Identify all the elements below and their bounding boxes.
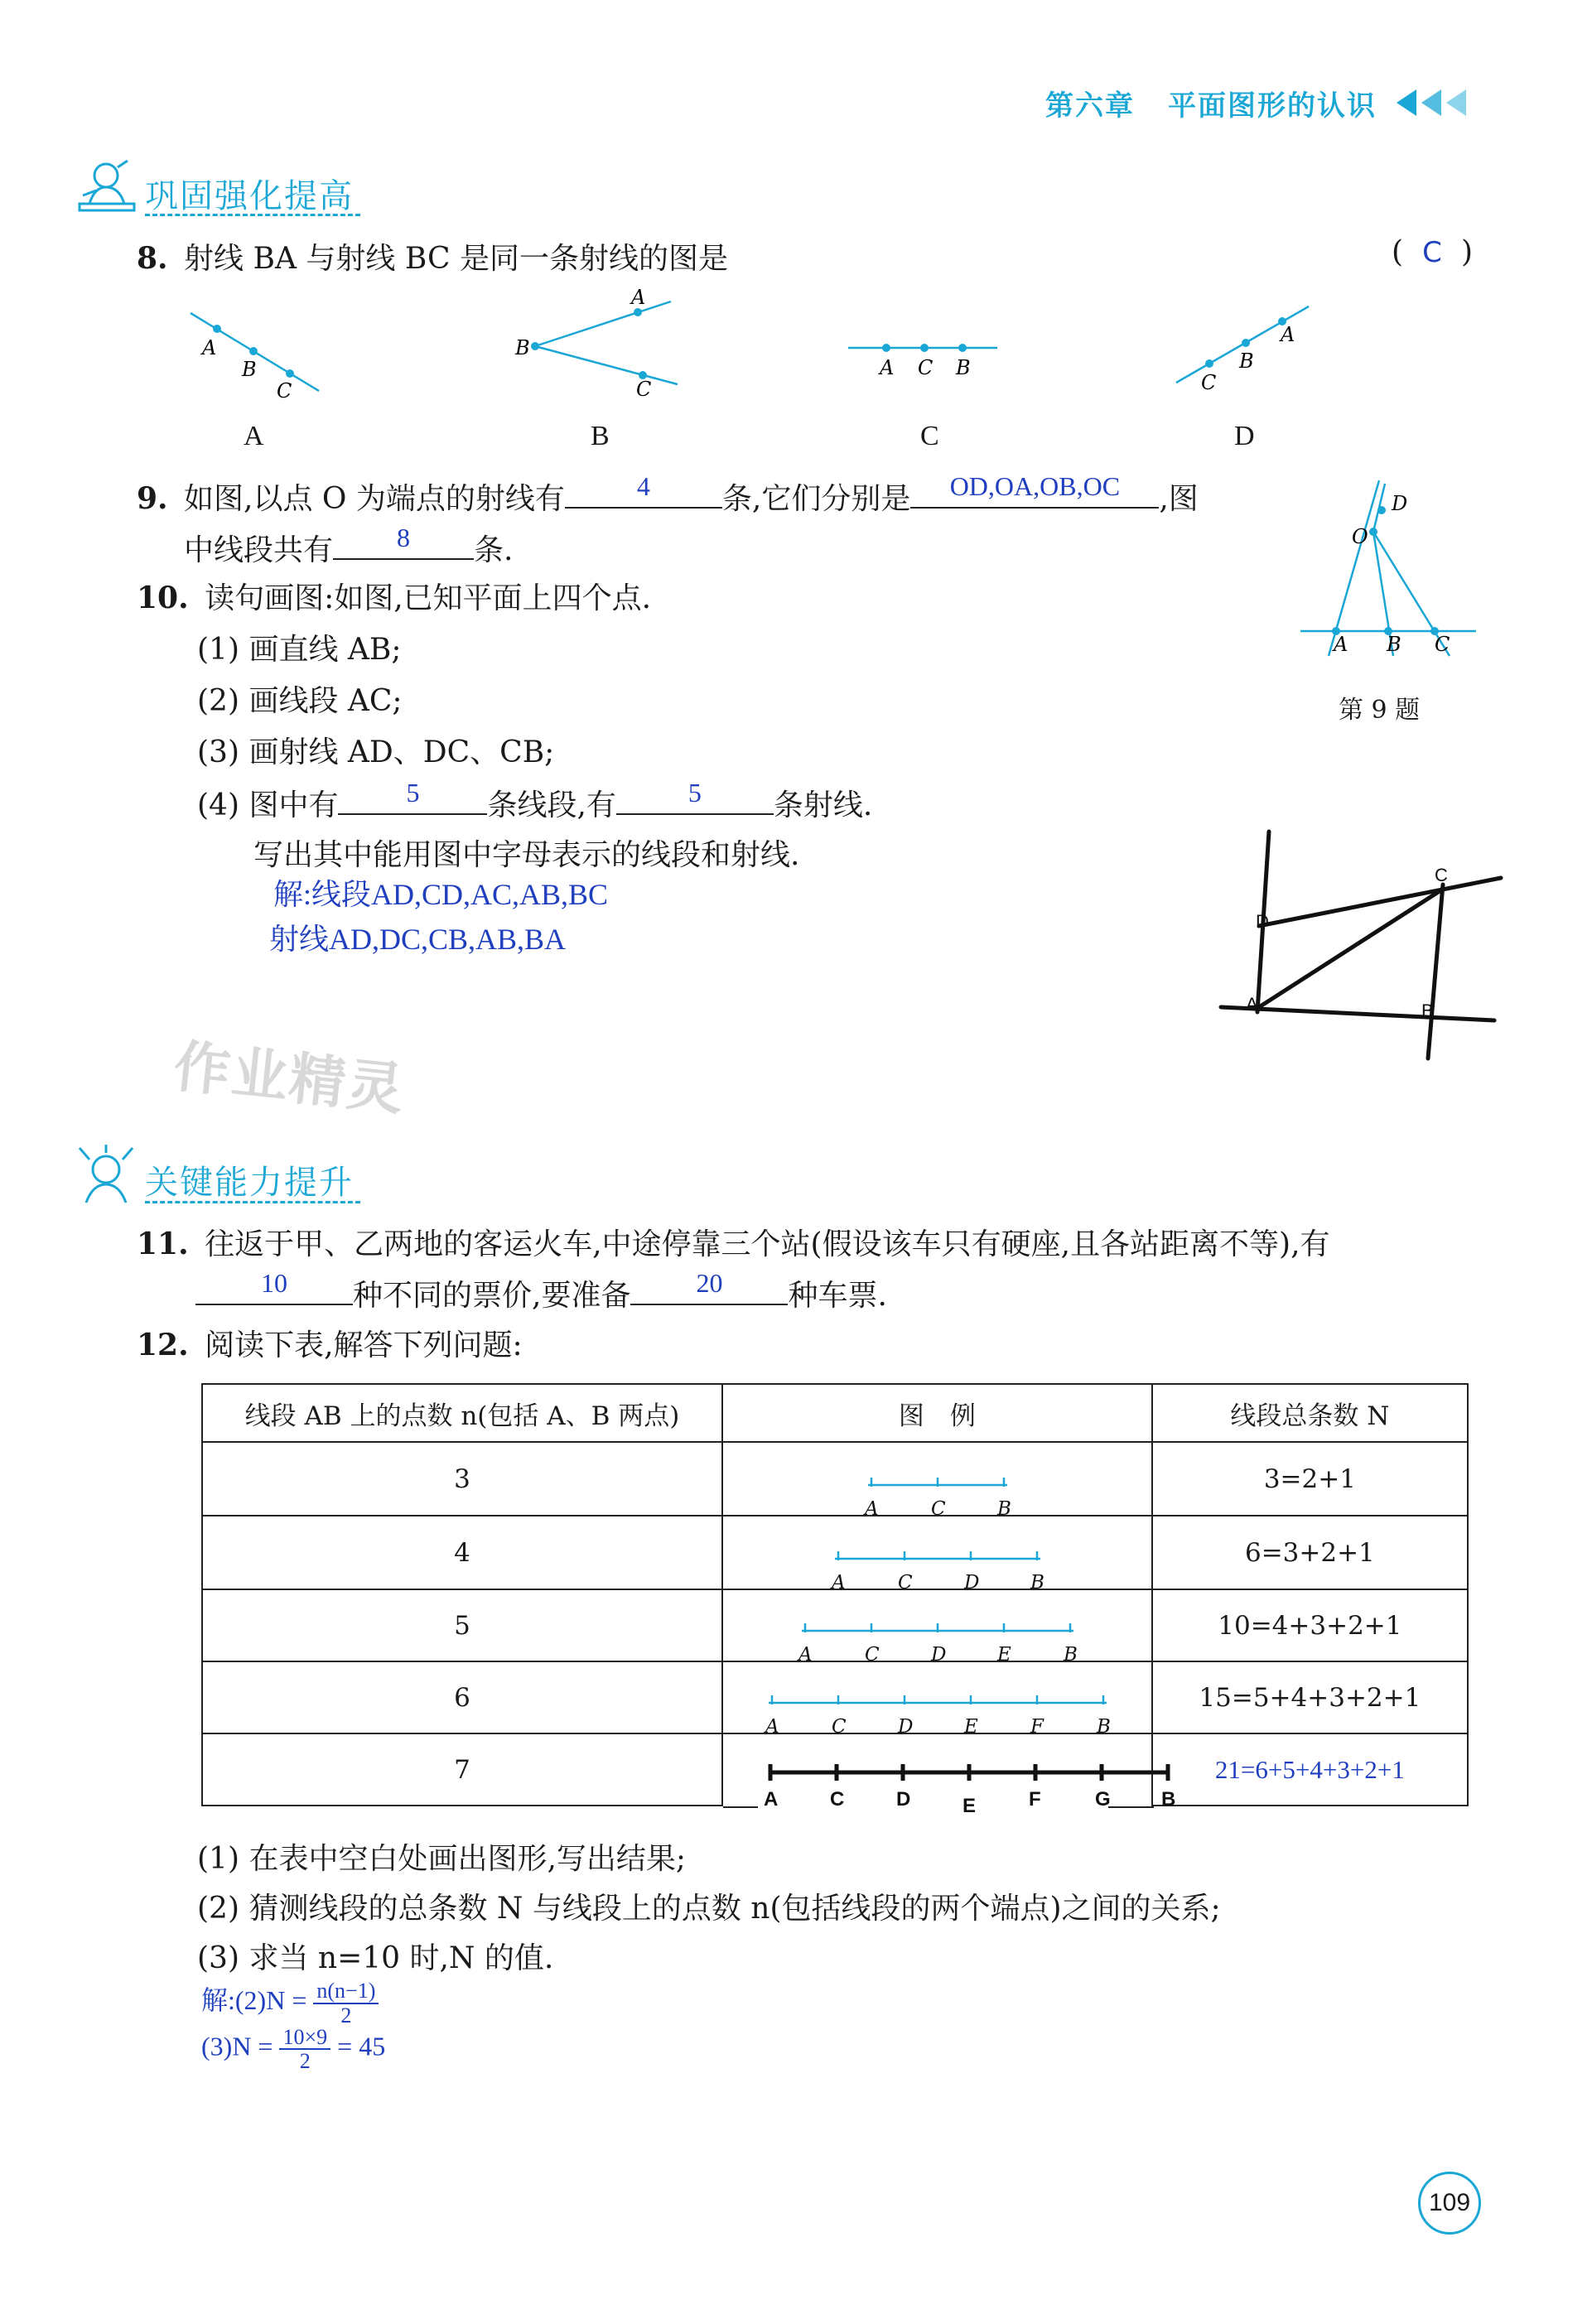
point-c bbox=[286, 369, 294, 378]
n-cell: 3 bbox=[202, 1442, 722, 1516]
n-cell: 4 bbox=[202, 1516, 722, 1589]
legend-point-label: F bbox=[1030, 1716, 1044, 1738]
svg-text:A: A bbox=[1281, 323, 1295, 346]
answer-blank bbox=[910, 471, 1159, 509]
figure-cell bbox=[722, 1442, 1152, 1516]
solution-result: = 45 bbox=[337, 2031, 386, 2061]
legend-point-label: D bbox=[898, 1716, 914, 1738]
figure-option-b bbox=[535, 301, 678, 384]
svg-text:C: C bbox=[277, 379, 292, 403]
table-border-fragment bbox=[723, 1806, 758, 1808]
legend-point-label: F bbox=[1029, 1788, 1041, 1811]
fraction-denominator: 2 bbox=[299, 2049, 311, 2074]
q10-item-4 bbox=[197, 780, 872, 824]
q12-sub-3: (3) 求当 n=10 时,N 的值. bbox=[197, 1941, 554, 1975]
point-b bbox=[249, 347, 258, 355]
q12-solution-2 bbox=[201, 1979, 379, 2027]
answer-blank bbox=[195, 1270, 353, 1305]
option-label-c: C bbox=[920, 421, 939, 451]
answer-blank bbox=[333, 525, 474, 560]
header-cell: 线段总条数 N bbox=[1152, 1384, 1468, 1442]
point-b bbox=[958, 344, 967, 352]
option-label-d: D bbox=[1234, 421, 1255, 451]
question-text: 射线 BA 与射线 BC 是同一条射线的图是 bbox=[184, 242, 728, 276]
point-c bbox=[1205, 359, 1213, 368]
q10-solution-segments: 解:线段AD,CD,AC,AB,BC bbox=[273, 878, 609, 911]
q10-solution-rays: 射线AD,DC,CB,AB,BA bbox=[269, 923, 567, 956]
question-11-line2 bbox=[195, 1270, 887, 1314]
point-a bbox=[213, 325, 221, 333]
legend-point-label: E bbox=[964, 1716, 978, 1738]
segment-table bbox=[201, 1383, 1469, 1806]
legend-point-label: C bbox=[865, 1644, 880, 1666]
question-10 bbox=[137, 575, 651, 617]
legend-point-label: B bbox=[997, 1498, 1011, 1520]
legend-point-label: A bbox=[764, 1788, 779, 1811]
legend-point-label: D bbox=[964, 1572, 980, 1594]
point-a bbox=[634, 308, 642, 316]
n-cell: 7 bbox=[202, 1733, 722, 1806]
answer-blank bbox=[338, 780, 487, 815]
question-11 bbox=[137, 1221, 1330, 1263]
fraction-numerator: 10×9 bbox=[279, 2026, 330, 2050]
q12-sub-2: (2) 猜测线段的总条数 N 与线段上的点数 n(包括线段的两个端点)之间的关系; bbox=[197, 1892, 1221, 1926]
legend-point-label: D bbox=[896, 1788, 911, 1811]
N-cell: 3=2+1 bbox=[1152, 1442, 1468, 1516]
fraction-numerator: n(n−1) bbox=[313, 1979, 379, 2003]
legend-point-label: C bbox=[830, 1788, 845, 1811]
N-cell: 6=3+2+1 bbox=[1152, 1516, 1468, 1589]
answer-blank bbox=[630, 1270, 788, 1305]
n-cell: 5 bbox=[202, 1589, 722, 1661]
question-number: 12. bbox=[137, 1328, 189, 1362]
N-cell: 15=5+4+3+2+1 bbox=[1152, 1661, 1468, 1733]
table-header-row bbox=[202, 1384, 1468, 1442]
question-text: (4) 图中有 bbox=[197, 788, 339, 822]
q12-sub-1: (1) 在表中空白处画出图形,写出结果; bbox=[197, 1842, 687, 1876]
figure-cell bbox=[722, 1516, 1152, 1589]
question-text: ,图 bbox=[1159, 482, 1199, 516]
svg-text:C: C bbox=[636, 378, 652, 401]
section-divider bbox=[145, 1201, 360, 1203]
answer-text: 20 bbox=[696, 1268, 723, 1298]
answer-blank bbox=[565, 471, 722, 509]
solution-text: 解:(2)N = bbox=[201, 1985, 307, 2015]
svg-text:C: C bbox=[1201, 371, 1217, 394]
svg-text:C: C bbox=[918, 356, 933, 379]
answer-text: 10 bbox=[261, 1268, 287, 1298]
legend-point-label: E bbox=[997, 1644, 1011, 1666]
q10-item-3: (3) 画射线 AD、DC、CB; bbox=[197, 735, 555, 769]
table-row bbox=[202, 1733, 1468, 1806]
svg-text:A: A bbox=[202, 336, 217, 359]
option-label-b: B bbox=[591, 421, 610, 451]
figure-cell bbox=[722, 1733, 1152, 1806]
figure-cell bbox=[722, 1661, 1152, 1733]
legend-point-label: B bbox=[1030, 1572, 1044, 1594]
page-number: 109 bbox=[1428, 2189, 1471, 2216]
legend-point-label: C bbox=[832, 1716, 847, 1738]
svg-text:A: A bbox=[1334, 633, 1348, 656]
question-9 bbox=[137, 471, 1199, 518]
point-b bbox=[531, 342, 539, 350]
point-c bbox=[920, 344, 929, 352]
answer-blank bbox=[616, 780, 774, 815]
svg-text:B: B bbox=[1421, 1000, 1434, 1021]
legend-point-label: B bbox=[1064, 1644, 1078, 1666]
table-border-fragment bbox=[1108, 1806, 1154, 1808]
section-title-ability: 关键能力提升 bbox=[145, 1164, 354, 1202]
chapter-header bbox=[1045, 83, 1377, 123]
question-text: 如图,以点 O 为端点的射线有 bbox=[184, 482, 565, 516]
answer-text: 5 bbox=[687, 778, 702, 808]
legend-point-label: D bbox=[931, 1644, 947, 1666]
question-9-line2 bbox=[184, 525, 513, 569]
svg-text:D: D bbox=[1392, 492, 1408, 515]
answer-text: 8 bbox=[397, 523, 411, 552]
answer-bracket: ( C ) bbox=[1392, 235, 1474, 269]
legend-point-label: C bbox=[898, 1572, 913, 1594]
q9-figure bbox=[1292, 480, 1483, 663]
n-cell: 6 bbox=[202, 1661, 722, 1733]
chapter-number: 第六章 bbox=[1045, 89, 1135, 123]
chapter-title: 平面图形的认识 bbox=[1168, 89, 1377, 123]
question-text: 条线段,有 bbox=[487, 788, 616, 822]
header-cell: 图 例 bbox=[722, 1384, 1152, 1442]
question-text: 条射线. bbox=[773, 788, 873, 822]
q10-figure bbox=[1209, 822, 1516, 1070]
question-text: 中线段共有 bbox=[184, 533, 334, 567]
question-text: 往返于甲、乙两地的客运火车,中途停靠三个站(假设该车只有硬座,且各站距离不等),有 bbox=[205, 1227, 1330, 1261]
q8-figures bbox=[174, 282, 1334, 414]
figure-cell bbox=[722, 1589, 1152, 1661]
solution-text: (3)N = bbox=[201, 2031, 273, 2061]
question-text: 种车票. bbox=[788, 1279, 887, 1313]
legend-point-label: A bbox=[765, 1716, 779, 1738]
question-number: 9. bbox=[137, 481, 168, 516]
watermark: 作业精灵 bbox=[171, 1034, 408, 1124]
svg-text:A: A bbox=[880, 356, 895, 379]
q10-item-1: (1) 画直线 AB; bbox=[197, 633, 402, 667]
q10-note: 写出其中能用图中字母表示的线段和射线. bbox=[253, 838, 800, 872]
fraction bbox=[279, 2026, 330, 2073]
legend-point-label: G bbox=[1095, 1788, 1111, 1811]
answer-text: OD,OA,OB,OC bbox=[949, 471, 1121, 501]
question-text: 阅读下表,解答下列问题: bbox=[205, 1328, 523, 1362]
question-number: 10. bbox=[137, 581, 189, 615]
point-b bbox=[1242, 339, 1250, 347]
question-text: 条,它们分别是 bbox=[721, 482, 911, 516]
section-title-consolidate: 巩固强化提高 bbox=[145, 177, 354, 215]
question-text: 读句画图:如图,已知平面上四个点. bbox=[205, 581, 652, 615]
q12-solution-3 bbox=[201, 2026, 385, 2073]
option-label-a: A bbox=[244, 421, 264, 451]
question-text: 种不同的票价,要准备 bbox=[353, 1279, 631, 1313]
section-mascot-icon bbox=[73, 157, 141, 215]
question-8 bbox=[137, 235, 728, 277]
svg-text:B: B bbox=[956, 356, 971, 379]
svg-text:B: B bbox=[1239, 350, 1254, 373]
table-row bbox=[202, 1589, 1468, 1661]
legend-point-label: A bbox=[798, 1644, 813, 1666]
figure-caption: 第 9 题 bbox=[1339, 696, 1421, 725]
question-text: 条. bbox=[474, 533, 514, 567]
question-number: 11. bbox=[137, 1227, 189, 1261]
table-row bbox=[202, 1442, 1468, 1516]
legend-point-label: A bbox=[865, 1498, 879, 1520]
svg-text:O: O bbox=[1352, 525, 1368, 548]
header-cell: 线段 AB 上的点数 n(包括 A、B 两点) bbox=[202, 1384, 722, 1442]
svg-text:A: A bbox=[1246, 994, 1258, 1015]
svg-text:A: A bbox=[631, 286, 646, 309]
answer-text: 5 bbox=[406, 778, 420, 808]
header-arrows-icon bbox=[1393, 88, 1473, 118]
svg-text:C: C bbox=[1435, 633, 1450, 656]
question-number: 8. bbox=[137, 241, 168, 276]
legend-point-label: A bbox=[832, 1572, 846, 1594]
svg-text:B: B bbox=[242, 358, 257, 381]
section-mascot-icon bbox=[73, 1143, 141, 1209]
legend-point-label: E bbox=[962, 1795, 977, 1817]
point-a bbox=[882, 344, 890, 352]
legend-point-label: B bbox=[1161, 1788, 1176, 1811]
q10-item-2: (2) 画线段 AC; bbox=[197, 684, 403, 718]
fraction-denominator: 2 bbox=[340, 2003, 352, 2027]
answer-text: 4 bbox=[636, 471, 650, 501]
section-divider bbox=[145, 214, 360, 216]
table-row bbox=[202, 1516, 1468, 1589]
legend-point-label: B bbox=[1097, 1716, 1111, 1738]
table-row bbox=[202, 1661, 1468, 1733]
page-number-badge bbox=[1418, 2172, 1481, 2235]
svg-text:C: C bbox=[1435, 865, 1448, 885]
fraction bbox=[313, 1979, 379, 2027]
svg-text:D: D bbox=[1256, 911, 1269, 932]
answer-choice: C bbox=[1422, 236, 1442, 269]
svg-text:B: B bbox=[515, 336, 530, 359]
svg-text:B: B bbox=[1387, 633, 1401, 656]
legend-point-label: C bbox=[931, 1498, 946, 1520]
question-12 bbox=[137, 1322, 523, 1364]
N-cell-answer: 21=6+5+4+3+2+1 bbox=[1152, 1733, 1468, 1806]
N-cell: 10=4+3+2+1 bbox=[1152, 1589, 1468, 1661]
